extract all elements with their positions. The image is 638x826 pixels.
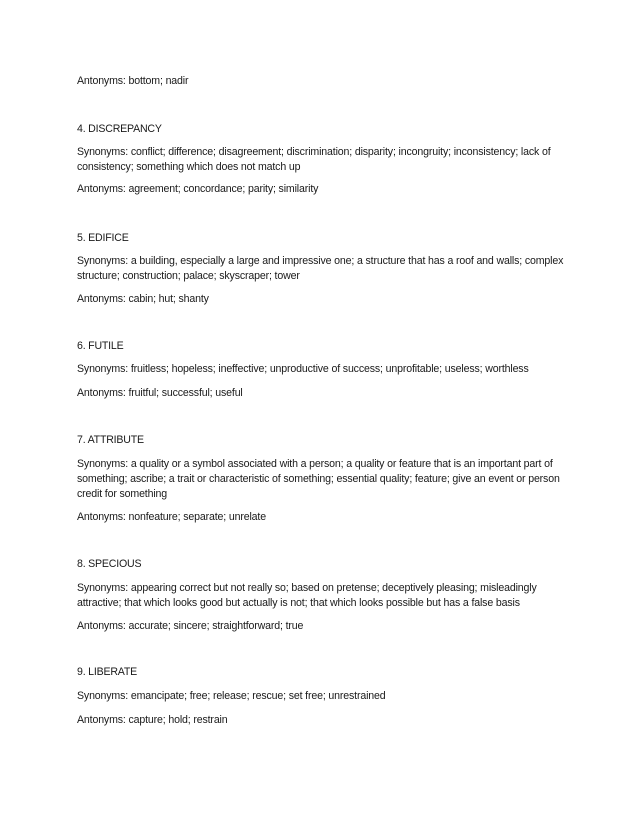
entry-antonyms-futile: Antonyms: fruitful; successful; useful: [77, 387, 243, 399]
entry-synonyms-attribute: Synonyms: a quality or a symbol associated with a person; a quality or feature that is an important part of something; ascribe; a trait or characteristic of something; essential quality; feature; give an event or person credit for something: [77, 458, 560, 500]
intro-antonyms: Antonyms: bottom; nadir: [77, 75, 189, 87]
entry-heading-discrepancy: 4. DISCREPANCY: [77, 123, 162, 135]
entry-antonyms-specious: Antonyms: accurate; sincere; straightforward; true: [77, 620, 304, 632]
entry-heading-specious: 8. SPECIOUS: [77, 558, 142, 570]
entry-heading-attribute: 7. ATTRIBUTE: [77, 434, 144, 446]
entry-synonyms-edifice: Synonyms: a building, especially a large and impressive one; a structure that has a roof and walls; complex structure; construction; palace; skyscraper; tower: [77, 255, 564, 282]
entry-synonyms-liberate: Synonyms: emancipate; free; release; rescue; set free; unrestrained: [77, 690, 386, 702]
entry-antonyms-discrepancy: Antonyms: agreement; concordance; parity; similarity: [77, 183, 319, 195]
entry-synonyms-futile: Synonyms: fruitless; hopeless; ineffective; unproductive of success; unprofitable; useless; worthless: [77, 363, 529, 375]
entry-antonyms-liberate: Antonyms: capture; hold; restrain: [77, 714, 228, 726]
entry-synonyms-discrepancy: Synonyms: conflict; difference; disagreement; discrimination; disparity; incongruity; inconsistency; lack of consistency; something which does not match up: [77, 146, 551, 173]
entry-heading-edifice: 5. EDIFICE: [77, 232, 129, 244]
entry-antonyms-attribute: Antonyms: nonfeature; separate; unrelate: [77, 511, 266, 523]
entry-heading-liberate: 9. LIBERATE: [77, 666, 138, 678]
entry-heading-futile: 6. FUTILE: [77, 340, 124, 352]
entry-antonyms-edifice: Antonyms: cabin; hut; shanty: [77, 293, 209, 305]
entry-synonyms-specious: Synonyms: appearing correct but not really so; based on pretense; deceptively pleasing; misleadingly attractive; that which looks good but actually is not; that which looks possible but has a false basis: [77, 582, 537, 609]
